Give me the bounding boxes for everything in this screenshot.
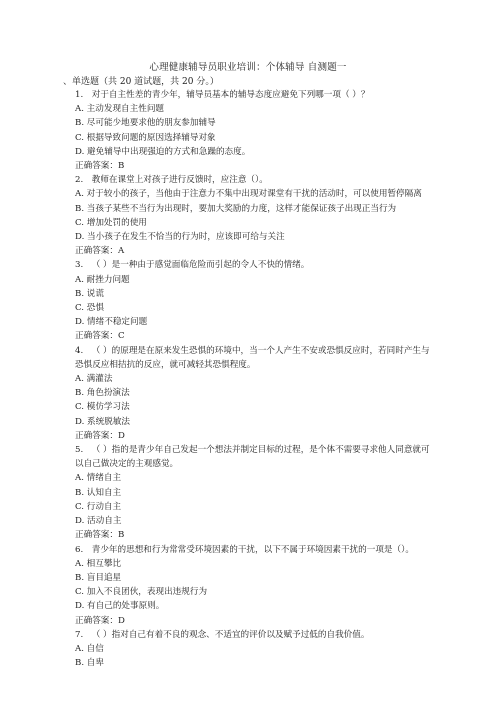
correct-answer xyxy=(75,244,435,258)
question-text: （ ）的原理是在原来发生恐惧的环境中，当一个人产生不安或恐惧反应时，若同时产生与恐惧反应相拮抗的反应，就可减轻其恐惧程度。 xyxy=(75,345,430,370)
question-text: （ ）指对自己有着不良的观念、不适宜的评价以及赋予过低的自我价值。 xyxy=(91,629,370,640)
question-stem xyxy=(75,88,435,102)
answer-option: A. 耐挫力问题 xyxy=(75,274,130,285)
answer-option: A. 相互攀比 xyxy=(75,558,122,569)
answer-option: B. 自卑 xyxy=(75,658,104,669)
question-stem xyxy=(75,173,435,187)
correct-answer-value: B xyxy=(117,530,125,541)
document-title: 心理健康辅导员职业培训：个体辅导 自测题一 xyxy=(149,62,347,73)
question-text: （ ）是一种由于感觉面临危险而引起的令人不快的情绪。 xyxy=(91,260,310,271)
correct-answer-value: D xyxy=(117,615,125,626)
question-stem xyxy=(75,443,435,471)
correct-answer xyxy=(75,614,435,628)
question-text: 教师在课堂上对孩子进行反馈时，应注意（）。 xyxy=(91,175,268,186)
answer-option: C. 恐惧 xyxy=(75,303,104,314)
question-number: 3. xyxy=(75,260,84,271)
question-number: 4. xyxy=(75,345,84,356)
question-number: 6. xyxy=(75,544,84,555)
question-text: 青少年的思想和行为常常受环境因素的干扰，以下不属于环境因素干扰的一项是（）。 xyxy=(91,544,414,555)
question-stem xyxy=(75,628,435,642)
answer-option: B. 角色扮演法 xyxy=(75,388,130,399)
correct-answer-label: 正确答案： xyxy=(75,331,118,342)
answer-option: A. 对于较小的孩子，当他由于注意力不集中出现对课堂有干扰的活动时，可以使用暂停隔离 xyxy=(75,189,422,200)
answer-option: B. 当孩子某些不当行为出现时，要加大奖励的力度，这样才能保证孩子出现正当行为 xyxy=(75,203,397,214)
correct-answer xyxy=(75,528,435,542)
answer-option: A. 自信 xyxy=(75,643,104,654)
section-header: 、单选题（共 20 道试题，共 20 分。） xyxy=(63,77,219,87)
answer-option: C. 加入不良团伙，表现出违规行为 xyxy=(75,587,208,598)
answer-option: A. 满灌法 xyxy=(75,374,113,385)
answer-option: B. 盲目追星 xyxy=(75,572,122,583)
correct-answer-value: C xyxy=(117,331,125,342)
answer-option: C. 根据导致问题的原因选择辅导对象 xyxy=(75,132,216,143)
correct-answer-value: B xyxy=(117,161,125,172)
correct-answer-label: 正确答案： xyxy=(75,530,118,541)
question-stem xyxy=(75,543,435,557)
answer-option: D. 活动自主 xyxy=(75,516,122,527)
answer-option: D. 系统脱敏法 xyxy=(75,416,131,427)
correct-answer-value: D xyxy=(117,430,125,441)
question-stem xyxy=(75,344,435,372)
answer-option: B. 说谎 xyxy=(75,288,104,299)
answer-option: D. 当小孩子在发生不恰当的行为时，应该即可给与关注 xyxy=(75,232,285,243)
correct-answer-label: 正确答案： xyxy=(75,430,118,441)
answer-option: A. 主动发现自主性问题 xyxy=(75,104,165,115)
question-number: 2. xyxy=(75,175,84,186)
question-number: 1. xyxy=(75,90,84,100)
correct-answer-label: 正确答案： xyxy=(75,246,118,257)
question-number: 5. xyxy=(75,445,84,456)
correct-answer-label: 正确答案： xyxy=(75,161,118,172)
correct-answer-value: A xyxy=(117,246,125,257)
answer-option: D. 情绪不稳定问题 xyxy=(75,317,148,328)
correct-answer xyxy=(75,429,435,443)
question-text: （ ）指的是青少年自己发起一个想法并制定目标的过程，是个体不需要寻求他人同意就可以自己做决定的主观感觉。 xyxy=(75,445,430,470)
question-text: 对于自主性差的青少年，辅导员基本的辅导态度应避免下列哪一项（ ）？ xyxy=(91,90,370,100)
answer-option: C. 增加处罚的使用 xyxy=(75,217,147,228)
answer-option: D. 有自己的处事原则。 xyxy=(75,601,165,612)
question-stem xyxy=(75,258,435,272)
answer-option: B. 尽可能少地要求他的朋友参加辅导 xyxy=(75,118,216,129)
correct-answer xyxy=(75,159,435,173)
question-number: 7. xyxy=(75,629,84,640)
question-list xyxy=(75,88,435,670)
answer-option: C. 模仿学习法 xyxy=(75,402,130,413)
answer-option: B. 认知自主 xyxy=(75,487,122,498)
answer-option: C. 行动自主 xyxy=(75,501,122,512)
answer-option: A. 情绪自主 xyxy=(75,473,122,484)
answer-option: D. 避免辅导中出现强迫的方式和急躁的态度。 xyxy=(75,146,251,157)
correct-answer-label: 正确答案： xyxy=(75,615,118,626)
correct-answer xyxy=(75,329,435,343)
